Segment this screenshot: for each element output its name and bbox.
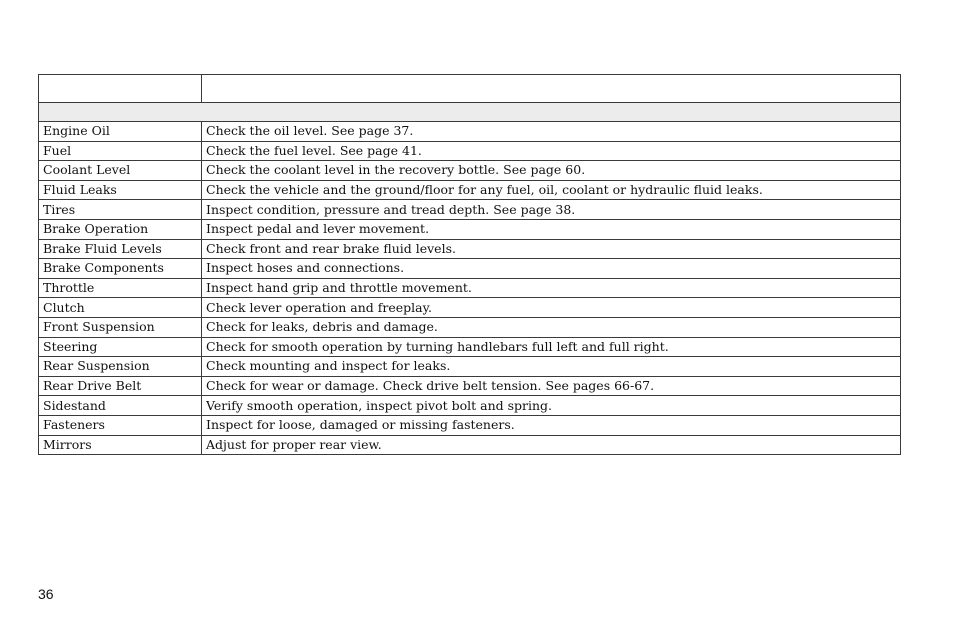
- table-row: [39, 435, 901, 455]
- header-action-cell: [202, 75, 901, 103]
- table-row: [39, 298, 901, 318]
- table-row: [39, 396, 901, 416]
- row-action-cell: Inspect hoses and connections.: [202, 259, 901, 279]
- table-row: [39, 122, 901, 142]
- table-row: [39, 259, 901, 279]
- row-item-cell: Clutch: [39, 298, 202, 318]
- table-row: [39, 161, 901, 181]
- row-action-cell: Check front and rear brake fluid levels.: [202, 239, 901, 259]
- row-item-cell: Throttle: [39, 278, 202, 298]
- row-item-cell: Brake Fluid Levels: [39, 239, 202, 259]
- row-action-cell: Adjust for proper rear view.: [202, 435, 901, 455]
- row-item-cell: Coolant Level: [39, 161, 202, 181]
- row-item-cell: Sidestand: [39, 396, 202, 416]
- row-item-cell: Engine Oil: [39, 122, 202, 142]
- row-action-cell: Inspect for loose, damaged or missing fasteners.: [202, 415, 901, 435]
- row-action-cell: Check the vehicle and the ground/floor for any fuel, oil, coolant or hydraulic fluid leaks.: [202, 180, 901, 200]
- table-row: [39, 200, 901, 220]
- row-action-cell: Check lever operation and freeplay.: [202, 298, 901, 318]
- row-action-cell: Check for wear or damage. Check drive belt tension. See pages 66-67.: [202, 376, 901, 396]
- row-item-cell: Mirrors: [39, 435, 202, 455]
- table-row: [39, 317, 901, 337]
- row-item-cell: Tires: [39, 200, 202, 220]
- table-header-row: [39, 75, 901, 103]
- row-item-cell: Brake Components: [39, 259, 202, 279]
- row-item-cell: Fluid Leaks: [39, 180, 202, 200]
- row-action-cell: Inspect pedal and lever movement.: [202, 219, 901, 239]
- table-band-row: [39, 103, 901, 122]
- row-action-cell: Verify smooth operation, inspect pivot bolt and spring.: [202, 396, 901, 416]
- row-action-cell: Check for smooth operation by turning handlebars full left and full right.: [202, 337, 901, 357]
- row-action-cell: Inspect hand grip and throttle movement.: [202, 278, 901, 298]
- row-item-cell: Rear Drive Belt: [39, 376, 202, 396]
- table-row: [39, 376, 901, 396]
- table-row: [39, 357, 901, 377]
- row-item-cell: Steering: [39, 337, 202, 357]
- table-row: [39, 415, 901, 435]
- row-action-cell: Check the coolant level in the recovery bottle. See page 60.: [202, 161, 901, 181]
- row-item-cell: Fuel: [39, 141, 202, 161]
- row-item-cell: Rear Suspension: [39, 357, 202, 377]
- band-cell: [39, 103, 901, 122]
- row-action-cell: Check the fuel level. See page 41.: [202, 141, 901, 161]
- row-item-cell: Front Suspension: [39, 317, 202, 337]
- table-row: [39, 239, 901, 259]
- page-number: 36: [38, 586, 54, 602]
- table-row: [39, 219, 901, 239]
- table-row: [39, 141, 901, 161]
- table-row: [39, 180, 901, 200]
- row-action-cell: Check mounting and inspect for leaks.: [202, 357, 901, 377]
- header-item-cell: [39, 75, 202, 103]
- table-row: [39, 337, 901, 357]
- row-item-cell: Fasteners: [39, 415, 202, 435]
- table-row: [39, 278, 901, 298]
- row-action-cell: Check the oil level. See page 37.: [202, 122, 901, 142]
- row-item-cell: Brake Operation: [39, 219, 202, 239]
- row-action-cell: Inspect condition, pressure and tread depth. See page 38.: [202, 200, 901, 220]
- row-action-cell: Check for leaks, debris and damage.: [202, 317, 901, 337]
- pre-ride-checklist-table: [38, 74, 901, 455]
